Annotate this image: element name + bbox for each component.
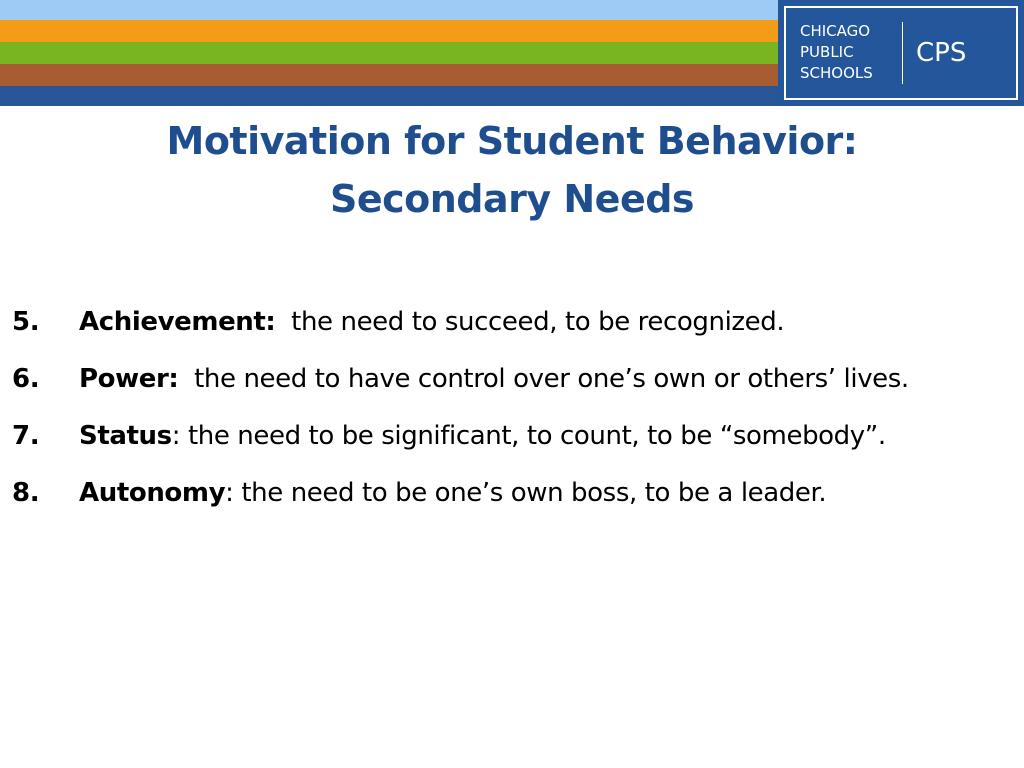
list-item-number: 5.: [12, 307, 40, 337]
list-item-number: 7.: [12, 421, 40, 451]
stripe-navy: [0, 86, 778, 106]
list-item-term: Autonomy: [79, 478, 226, 508]
list-item-term: Power:: [79, 364, 179, 394]
slide-title-line-1: Motivation for Student Behavior:: [166, 119, 858, 163]
list-item-separator: :: [171, 421, 181, 451]
logo-line-chicago: CHICAGO: [800, 22, 871, 40]
list-item-description: the need to be one’s own boss, to be a leader.: [233, 478, 827, 508]
stripe-green: [0, 42, 778, 64]
logo-line-public: PUBLIC: [800, 43, 854, 61]
list-item: [12, 300, 1022, 344]
stripe-brown: [0, 64, 778, 86]
logo-abbreviation: CPS: [916, 38, 967, 68]
list-item-term: Status: [79, 421, 172, 451]
list-item-description: the need to be significant, to count, to be “somebody”.: [180, 421, 886, 451]
list-item: [12, 357, 1022, 401]
cps-logo: [778, 0, 1024, 106]
logo-border: [784, 6, 1018, 100]
list-item-description: the need to have control over one’s own or others’ lives.: [178, 364, 909, 394]
logo-line-schools: SCHOOLS: [800, 64, 873, 82]
list-item-separator: :: [225, 478, 234, 508]
slide-title: [0, 112, 1024, 228]
list-item: [12, 414, 1022, 458]
logo-wordmark: [800, 21, 873, 84]
stripe-sky-blue: [0, 0, 778, 20]
stripe-orange: [0, 20, 778, 42]
list-item-term: Achievement:: [79, 307, 276, 337]
header-stripes: [0, 0, 778, 106]
list-item-number: 6.: [12, 364, 40, 394]
needs-list: [12, 300, 1022, 528]
logo-divider: [902, 22, 903, 84]
slide-title-line-2: Secondary Needs: [329, 177, 695, 221]
list-item-description: the need to succeed, to be recognized.: [275, 307, 785, 337]
list-item: [12, 471, 1022, 515]
list-item-number: 8.: [12, 478, 40, 508]
